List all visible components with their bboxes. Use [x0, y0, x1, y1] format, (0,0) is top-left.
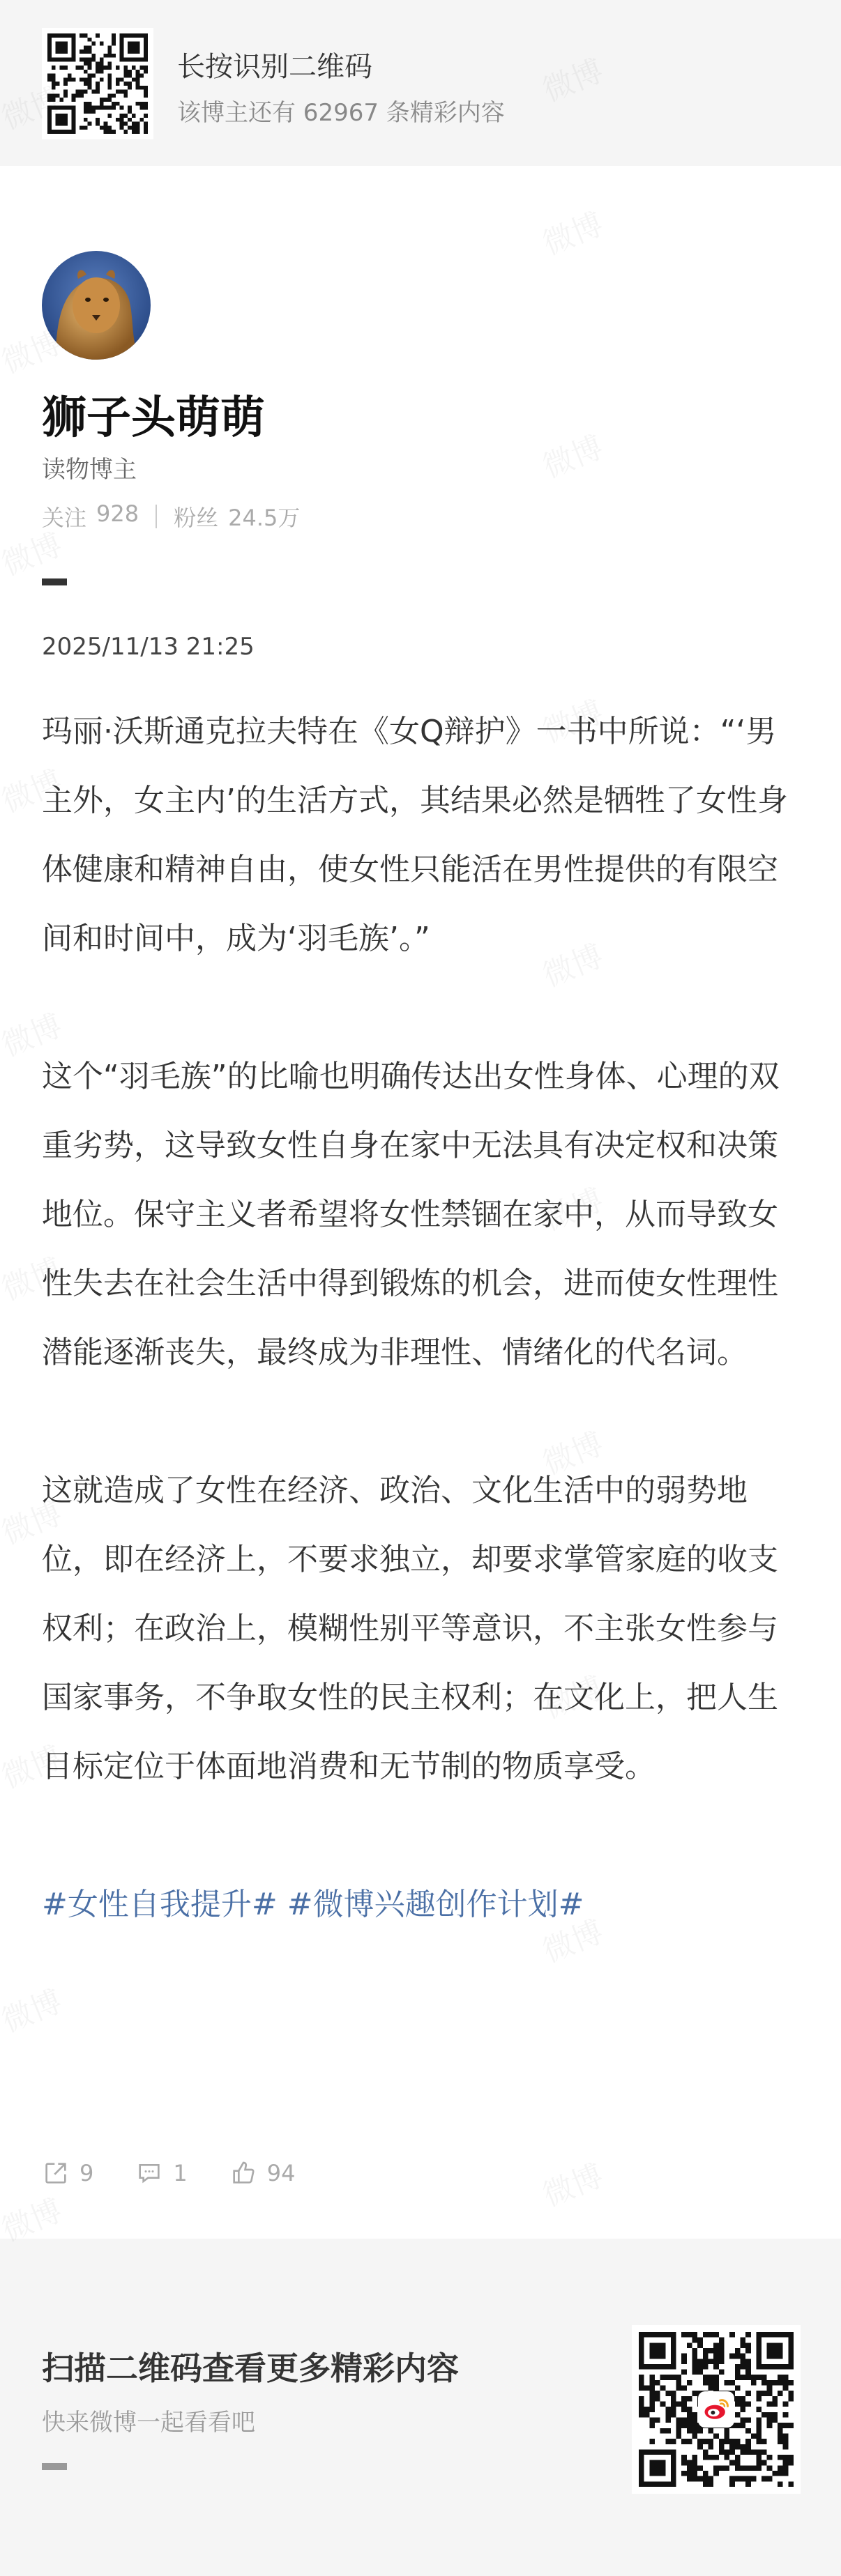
like-button[interactable] — [229, 2159, 296, 2187]
bottom-qr-banner — [0, 2239, 841, 2576]
followers-stat[interactable] — [174, 500, 300, 532]
repost-button[interactable] — [42, 2159, 93, 2187]
like-count: 94 — [266, 2160, 296, 2186]
post-date: 2025/11/13 21:25 — [42, 633, 255, 661]
watermark — [535, 2151, 609, 2215]
avatar[interactable] — [42, 251, 151, 360]
comment-count: 1 — [173, 2160, 188, 2186]
post-hashtags[interactable]: #女性自我提升# #微博兴趣创作计划# — [42, 1887, 584, 1922]
comment-icon — [135, 2159, 163, 2187]
watermark — [0, 1977, 68, 2041]
repost-count: 9 — [79, 2160, 94, 2186]
comment-button[interactable] — [135, 2159, 187, 2187]
profile-name[interactable]: 狮子头萌萌 — [42, 392, 265, 444]
like-icon — [229, 2159, 257, 2187]
followers-count: 24.5万 — [228, 505, 301, 531]
repost-icon — [42, 2159, 70, 2187]
qr-code-icon[interactable] — [42, 28, 153, 139]
post-paragraph: 玛丽·沃斯通克拉夫特在《女Q辩护》一书中所说：“‘男主外，女主内’的生活方式，其结果必然是牺牲了女性身体健康和精神自由，使女性只能活在男性提供的有限空间和时间中，成为‘羽毛族’。” — [42, 714, 788, 956]
top-banner-title: 长按识别二维码 — [177, 51, 372, 83]
post-actions — [42, 2159, 337, 2187]
post-paragraph: 这个“羽毛族”的比喻也明确传达出女性身体、心理的双重劣势，这导致女性自身在家中无法具有决定权和决策地位。保守主义者希望将女性禁锢在家中，从而导致女性失去在社会生活中得到锻炼的机会，进而使女性理性潜能逐渐丧失，最终成为非理性、情绪化的代名词。 — [42, 1059, 780, 1370]
top-banner-subtitle: 该博主还有 62967 条精彩内容 — [177, 99, 505, 127]
qr-code-icon[interactable] — [632, 2325, 801, 2494]
bottom-banner-title: 扫描二维码查看更多精彩内容 — [42, 2349, 459, 2387]
stats-divider — [156, 505, 157, 528]
profile-stats — [42, 500, 300, 532]
section-divider — [42, 578, 67, 585]
bottom-banner-subtitle: 快来微博一起看看吧 — [42, 2409, 255, 2437]
weibo-logo-icon — [698, 2391, 734, 2428]
following-count: 928 — [96, 500, 139, 527]
post-paragraph: 这就造成了女性在经济、政治、文化生活中的弱势地位，即在经济上，不要求独立，却要求掌管家庭的收支权利；在政治上，模糊性别平等意识，不主张女性参与国家事务，不争取女性的民主权利；在文化上，把人生目标定位于体面地消费和无节制的物质享受。 — [42, 1473, 778, 1784]
watermark — [535, 422, 609, 486]
top-qr-banner — [0, 0, 841, 166]
following-label: 关注 — [42, 505, 87, 531]
post-content — [42, 697, 799, 1939]
following-stat[interactable] — [42, 500, 139, 532]
bottom-divider — [42, 2463, 67, 2470]
watermark — [535, 199, 609, 263]
profile-role: 读物博主 — [42, 456, 137, 484]
followers-label: 粉丝 — [174, 505, 219, 531]
